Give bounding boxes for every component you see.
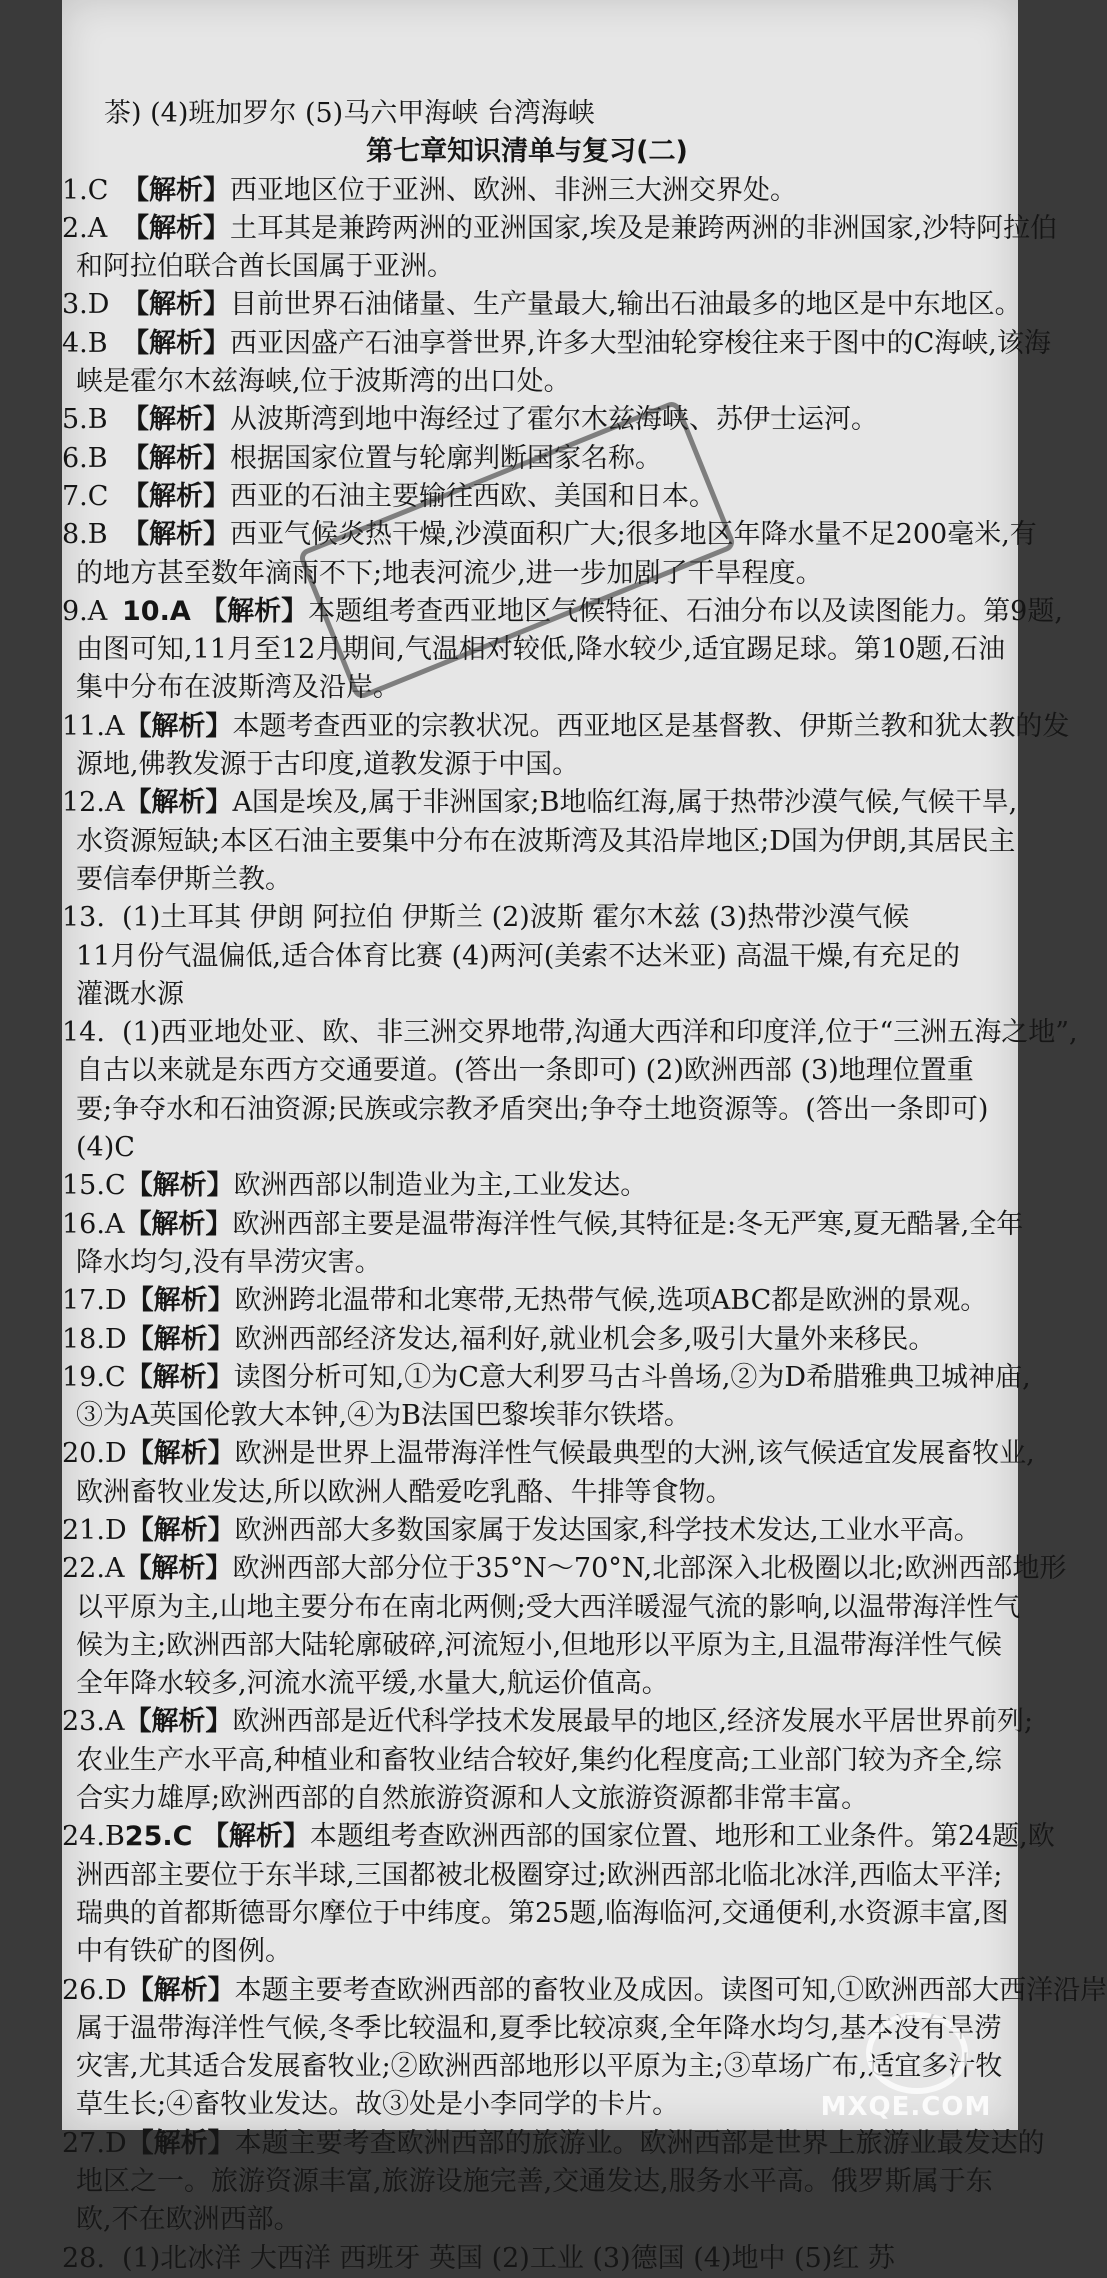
answer-text: 本题考查西亚的宗教状况。西亚地区是基督教、伊斯兰教和犹太教的发 xyxy=(232,710,1070,742)
answer-text: 源地,佛教发源于古印度,道教发源于中国。 xyxy=(76,749,580,781)
question-number: 14. xyxy=(62,1017,105,1049)
answer-continuation-line xyxy=(62,938,992,976)
analysis-tag: 【解析】 xyxy=(126,1974,235,2006)
answer-text: 的地方甚至数年滴雨不下;地表河流少,进一步加剧了干旱程度。 xyxy=(76,557,823,589)
analysis-tag: 【解析】 xyxy=(122,174,230,206)
analysis-tag: 25.C 【解析】 xyxy=(124,1821,310,1853)
answer-line xyxy=(62,516,1037,554)
answer-text: 本题组考查欧洲西部的国家位置、地形和工业条件。第24题,欧 xyxy=(309,1821,1055,1853)
question-number: 16.A xyxy=(62,1208,125,1240)
analysis-tag: 【解析】 xyxy=(126,2127,235,2159)
answer-text: 全年降水较多,河流水流平缓,水量大,航运价值高。 xyxy=(76,1668,669,1700)
answer-line xyxy=(62,478,992,516)
answer-text: 欧洲西部以制造业为主,工业发达。 xyxy=(233,1170,648,1202)
question-number: 28. xyxy=(62,2242,105,2274)
answer-continuation-line xyxy=(62,2010,1002,2048)
watermark-text: MXQE.COM xyxy=(820,2092,992,2122)
answer-text: 目前世界石油储量、生产量最大,输出石油最多的地区是中东地区。 xyxy=(230,289,1022,321)
analysis-tag: 【解析】 xyxy=(122,519,230,551)
question-number: 4.B xyxy=(62,327,108,359)
answer-line xyxy=(62,784,1018,822)
question-number: 19.C xyxy=(62,1361,126,1393)
answer-line xyxy=(62,593,1063,631)
answer-continuation-line xyxy=(62,823,1016,861)
question-number: 12.A xyxy=(62,787,125,819)
analysis-tag: 【解析】 xyxy=(124,710,233,742)
answer-text: 欧洲西部大部分位于35°N～70°N,北部深入北极圈以北;欧洲西部地形 xyxy=(232,1553,1067,1585)
analysis-tag: 【解析】 xyxy=(124,1706,233,1738)
answer-continuation-line xyxy=(62,2086,992,2124)
answer-line xyxy=(62,1359,1031,1397)
answer-text: 集中分布在波斯湾及沿岸。 xyxy=(76,672,400,704)
answer-line xyxy=(62,1550,1067,1588)
answer-continuation-line xyxy=(62,669,992,707)
analysis-tag: 【解析】 xyxy=(124,1553,233,1585)
answer-continuation-line xyxy=(62,1742,1002,1780)
analysis-tag: 【解析】 xyxy=(122,404,230,436)
analysis-tag: 【解析】 xyxy=(125,1170,234,1202)
analysis-tag: 【解析】 xyxy=(126,1438,235,1470)
answer-continuation-line xyxy=(62,1895,1009,1933)
answer-text: 欧洲畜牧业发达,所以欧洲人酷爱吃乳酪、牛排等食物。 xyxy=(76,1476,733,1508)
analysis-tag: 【解析】 xyxy=(122,289,230,321)
answer-text: 洲西部主要位于东半球,三国都被北极圈穿过;欧洲西部北临北冰洋,西临太平洋; xyxy=(76,1859,1003,1891)
question-number: 3.D xyxy=(62,289,110,321)
answer-text: 草生长;④畜牧业发达。故③处是小李同学的卡片。 xyxy=(76,2089,680,2121)
answer-continuation-line xyxy=(62,248,992,286)
question-number: 8.B xyxy=(62,519,108,551)
answer-continuation-line xyxy=(62,1780,992,1818)
answer-text: 从波斯湾到地中海经过了霍尔木兹海峡、苏伊士运河。 xyxy=(230,404,878,436)
answer-text: 欧洲西部是近代科学技术发展最早的地区,经济发展水平居世界前列; xyxy=(232,1706,1034,1738)
analysis-tag: 【解析】 xyxy=(126,1323,235,1355)
answer-text: 水资源短缺;本区石油主要集中分布在波斯湾及其沿岸地区;D国为伊朗,其居民主 xyxy=(76,825,1016,857)
question-number: 15.C xyxy=(62,1170,126,1202)
answer-continuation-line xyxy=(62,976,992,1014)
answer-text: 西亚气候炎热干燥,沙漠面积广大;很多地区年降水量不足200毫米,有 xyxy=(230,519,1037,551)
answer-line xyxy=(62,325,1051,363)
answer-line xyxy=(62,899,992,937)
question-number: 7.C xyxy=(62,480,109,512)
analysis-tag: 【解析】 xyxy=(122,212,230,244)
answer-line xyxy=(62,708,1070,746)
answer-line xyxy=(62,1206,1024,1244)
answer-text: (1)土耳其 伊朗 阿拉伯 伊斯兰 (2)波斯 霍尔木兹 (3)热带沙漠气候 xyxy=(122,902,910,934)
answer-line xyxy=(62,172,992,210)
question-number: 2.A xyxy=(62,212,108,244)
analysis-tag: 【解析】 xyxy=(126,1514,235,1546)
answer-text: 降水均匀,没有旱涝灾害。 xyxy=(76,1246,382,1278)
answer-text: (4)C xyxy=(76,1132,135,1164)
answer-line xyxy=(62,1972,1107,2010)
answer-continuation-line xyxy=(62,861,992,899)
answer-continuation-line xyxy=(62,1244,992,1282)
answer-continuation-line xyxy=(62,631,1005,669)
answer-text: 候为主;欧洲西部大陆轮廓破碎,河流短小,但地形以平原为主,且温带海洋性气候 xyxy=(76,1629,1002,1661)
answer-text: 要信奉伊斯兰教。 xyxy=(76,863,292,895)
answer-text: 读图分析可知,①为C意大利罗马古斗兽场,②为D希腊雅典卫城神庙, xyxy=(233,1361,1031,1393)
answer-continuation-line xyxy=(62,1589,1021,1627)
question-number: 23.A xyxy=(62,1706,125,1738)
answer-line xyxy=(62,1321,992,1359)
document-page xyxy=(62,0,1107,2274)
answer-continuation-line xyxy=(62,1857,1003,1895)
question-number: 17.D xyxy=(62,1285,127,1317)
question-number: 5.B xyxy=(62,404,108,436)
answer-line xyxy=(62,1282,992,1320)
answer-text: ③为A英国伦敦大本钟,④为B法国巴黎埃菲尔铁塔。 xyxy=(76,1400,691,1432)
answer-text: 和阿拉伯联合酋长国属于亚洲。 xyxy=(76,251,454,283)
analysis-tag: 【解析】 xyxy=(124,787,233,819)
answer-text: 土耳其是兼跨两洲的亚洲国家,埃及是兼跨两洲的非洲国家,沙特阿拉伯 xyxy=(230,212,1058,244)
answer-continuation-line xyxy=(62,1627,1002,1665)
question-number: 13. xyxy=(62,902,105,934)
answer-line xyxy=(62,210,1058,248)
answer-continuation-line xyxy=(62,1129,992,1167)
answer-text: 欧洲跨北温带和北寒带,无热带气候,选项ABC都是欧洲的景观。 xyxy=(234,1285,988,1317)
answer-text: 欧洲西部主要是温带海洋性气候,其特征是:冬无严寒,夏无酷暑,全年 xyxy=(232,1208,1024,1240)
answer-text: 本题主要考查欧洲西部的畜牧业及成因。读图可知,①欧洲西部大西洋沿岸 xyxy=(234,1974,1107,2006)
question-number: 9.A xyxy=(62,595,108,627)
analysis-tag: 【解析】 xyxy=(122,442,230,474)
section-title: 第七章知识清单与复习(二) xyxy=(366,136,688,168)
answer-text: 要;争夺水和石油资源;民族或宗教矛盾突出;争夺土地资源等。(答出一条即可) xyxy=(76,1093,989,1125)
analysis-tag: 【解析】 xyxy=(125,1361,234,1393)
question-number: 24.B xyxy=(62,1821,125,1853)
answer-continuation-line xyxy=(62,1052,992,1090)
analysis-tag: 【解析】 xyxy=(122,327,230,359)
question-number: 21.D xyxy=(62,1514,127,1546)
question-number: 22.A xyxy=(62,1553,125,1585)
answer-continuation-line xyxy=(62,2201,992,2239)
question-number: 18.D xyxy=(62,1323,127,1355)
question-number: 1.C xyxy=(62,174,109,206)
answer-text: 根据国家位置与轮廓判断国家名称。 xyxy=(230,442,662,474)
answer-continuation-line xyxy=(62,746,992,784)
answer-text: 欧,不在欧洲西部。 xyxy=(76,2204,301,2236)
answer-text: 由图可知,11月至12月期间,气温相对较低,降水较少,适宜踢足球。第10题,石油 xyxy=(76,634,1005,666)
answer-text: 欧洲是世界上温带海洋性气候最典型的大洲,该气候适宜发展畜牧业, xyxy=(234,1438,1035,1470)
answer-text: 西亚地区位于亚洲、欧洲、非洲三大洲交界处。 xyxy=(230,174,797,206)
answer-continuation-line xyxy=(62,2048,1003,2086)
intro-line: 茶) (4)班加罗尔 (5)马六甲海峡 台湾海峡 xyxy=(104,98,595,129)
answer-text: A国是埃及,属于非洲国家;B地临红海,属于热带沙漠气候,气候干旱, xyxy=(232,787,1018,819)
answer-text: 西亚的石油主要输往西欧、美国和日本。 xyxy=(230,480,716,512)
answer-continuation-line xyxy=(62,2163,992,2201)
answer-line xyxy=(62,1703,1034,1741)
analysis-tag: 【解析】 xyxy=(122,480,230,512)
answer-text: 中有铁矿的图例。 xyxy=(76,1936,292,1968)
analysis-tag: 【解析】 xyxy=(124,1208,233,1240)
answer-line xyxy=(62,1512,992,1550)
answer-continuation-line xyxy=(62,1933,992,1971)
answer-text: (1)北冰洋 大西洋 西班牙 英国 (2)工业 (3)德国 (4)地中 (5)红 苏 xyxy=(122,2242,895,2274)
question-number: 26.D xyxy=(62,1974,127,2006)
analysis-tag: 10.A 【解析】 xyxy=(122,595,309,627)
answer-continuation-line xyxy=(62,363,992,401)
answer-line xyxy=(62,1435,1035,1473)
answer-line xyxy=(62,440,992,478)
answer-text: 灌溉水源 xyxy=(76,978,184,1010)
answer-text: 11月份气温偏低,适合体育比赛 (4)两河(美索不达米亚) 高温干燥,有充足的 xyxy=(76,940,960,972)
answer-text: 合实力雄厚;欧洲西部的自然旅游资源和人文旅游资源都非常丰富。 xyxy=(76,1783,869,1815)
answer-column xyxy=(62,95,1107,2278)
answer-line xyxy=(62,1818,1055,1856)
answer-line xyxy=(62,286,1022,324)
answer-text: 地区之一。旅游资源丰富,旅游设施完善,交通发达,服务水平高。俄罗斯属于东 xyxy=(76,2166,993,2198)
answer-text: 西亚因盛产石油享誉世界,许多大型油轮穿梭往来于图中的C海峡,该海 xyxy=(230,327,1051,359)
answer-line xyxy=(62,1014,1078,1052)
answer-text: (1)西亚地处亚、欧、非三洲交界地带,沟通大西洋和印度洋,位于“三洲五海之地”, xyxy=(122,1017,1078,1049)
answer-text: 属于温带海洋性气候,冬季比较温和,夏季比较凉爽,全年降水均匀,基本没有旱涝 xyxy=(76,2012,1002,2044)
answer-text: 瑞典的首都斯德哥尔摩位于中纬度。第25题,临海临河,交通便利,水资源丰富,图 xyxy=(76,1897,1009,1929)
answer-continuation-line xyxy=(62,555,992,593)
analysis-tag: 【解析】 xyxy=(126,1285,235,1317)
answer-continuation-line xyxy=(62,1397,992,1435)
question-number: 20.D xyxy=(62,1438,127,1470)
answer-line xyxy=(62,2240,992,2278)
answer-continuation-line xyxy=(62,1091,992,1129)
question-number: 27.D xyxy=(62,2127,127,2159)
answer-text: 本题主要考查欧洲西部的旅游业。欧洲西部是世界上旅游业最发达的 xyxy=(234,2127,1045,2159)
question-number: 11.A xyxy=(62,710,125,742)
answer-text: 欧洲西部经济发达,福利好,就业机会多,吸引大量外来移民。 xyxy=(234,1323,936,1355)
answer-line xyxy=(62,401,992,439)
answer-text: 灾害,尤其适合发展畜牧业;②欧洲西部地形以平原为主;③草场广布,适宜多汁牧 xyxy=(76,2051,1003,2083)
answer-text: 峡是霍尔木兹海峡,位于波斯湾的出口处。 xyxy=(76,366,571,398)
answer-text: 欧洲西部大多数国家属于发达国家,科学技术发达,工业水平高。 xyxy=(234,1514,981,1546)
answer-lines xyxy=(62,172,1107,2278)
question-number: 6.B xyxy=(62,442,108,474)
answer-continuation-line xyxy=(62,1474,992,1512)
answer-continuation-line xyxy=(62,1665,992,1703)
answer-text: 本题组考查西亚地区气候特征、石油分布以及读图能力。第9题, xyxy=(308,595,1063,627)
answer-text: 自古以来就是东西方交通要道。(答出一条即可) (2)欧洲西部 (3)地理位置重 xyxy=(76,1055,974,1087)
answer-line xyxy=(62,1167,992,1205)
answer-text: 农业生产水平高,种植业和畜牧业结合较好,集约化程度高;工业部门较为齐全,综 xyxy=(76,1744,1002,1776)
answer-line xyxy=(62,2125,1045,2163)
answer-text: 以平原为主,山地主要分布在南北两侧;受大西洋暖湿气流的影响,以温带海洋性气 xyxy=(76,1591,1021,1623)
